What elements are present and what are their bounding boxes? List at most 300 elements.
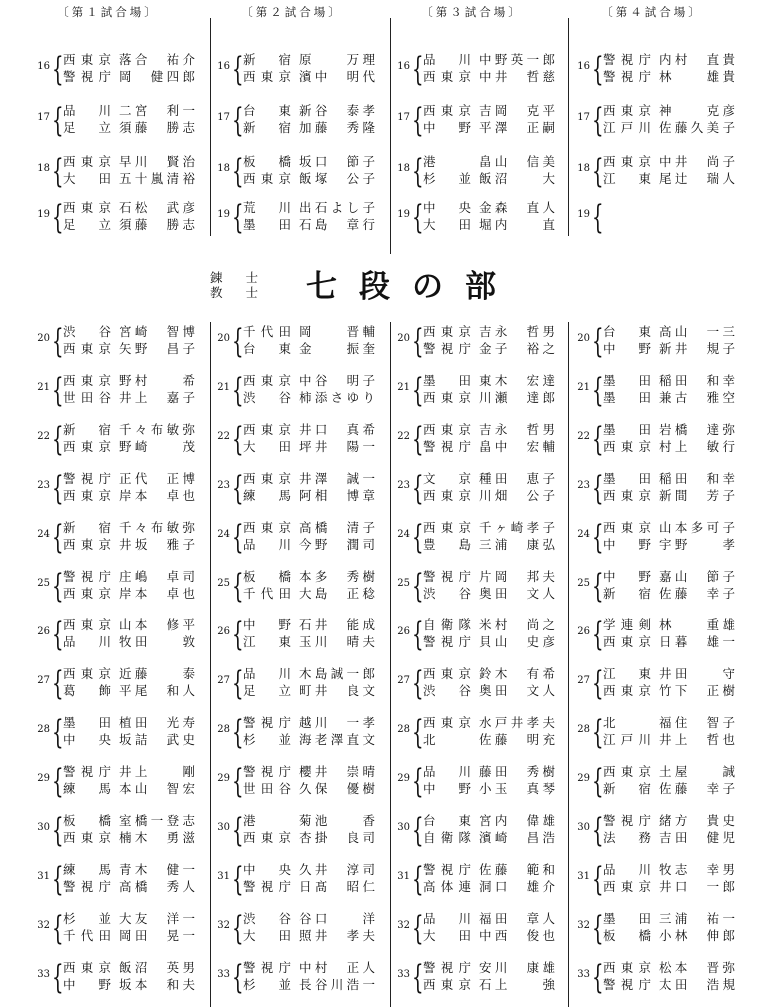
match-number: 31 (217, 871, 230, 882)
player-name: 佐藤 明充 (479, 732, 555, 747)
competitor-b (603, 878, 735, 895)
team-name: 西東京 (63, 617, 111, 632)
player-name: 出石よし子 (299, 200, 375, 215)
pairing-brace-icon: { (232, 566, 244, 605)
player-name: 石島 章行 (299, 217, 375, 232)
team-name: 西東京 (423, 977, 471, 992)
competitor-a (423, 470, 555, 487)
player-name: 岸本 卓也 (119, 586, 195, 601)
team-name: 板 橋 (243, 569, 291, 584)
player-name: 高山 一三 (659, 324, 735, 339)
player-name: 小林 伸郎 (659, 928, 735, 943)
pairing-brace-icon: { (232, 712, 244, 751)
match-number: 24 (577, 529, 590, 540)
player-name: 坂本 和夫 (119, 977, 195, 992)
team-name: 中 野 (423, 120, 471, 135)
team-name: 墨 田 (603, 390, 651, 405)
team-name: 台 東 (423, 813, 471, 828)
competitor-a (63, 910, 195, 927)
team-name: 墨 田 (603, 422, 651, 437)
competitor-b (603, 585, 735, 602)
team-name: 警視庁 (63, 69, 111, 84)
competitor-a (603, 199, 735, 216)
player-name: 井坂 雅子 (119, 537, 195, 552)
player-name: 洞口 雄介 (479, 879, 555, 894)
team-name: 法 務 (603, 830, 651, 845)
match-number: 18 (397, 163, 410, 174)
match-number: 20 (217, 333, 230, 344)
pairing-brace-icon: { (232, 663, 244, 702)
player-name: 井上 嘉子 (119, 390, 195, 405)
competitor-a (423, 421, 555, 438)
competitor-a (243, 763, 375, 780)
player-name: 佐藤 幸子 (659, 781, 735, 796)
team-name: 警視庁 (603, 52, 651, 67)
player-name: 堀内 直 (479, 217, 555, 232)
player-name: 濱崎 昌浩 (479, 830, 555, 845)
team-name: 品 川 (63, 634, 111, 649)
player-name: 井口 真希 (299, 422, 375, 437)
team-name: 新 宿 (63, 520, 111, 535)
team-name: 杉 並 (423, 171, 471, 186)
player-name: 谷口 洋 (299, 911, 375, 926)
team-name: 港 (423, 154, 436, 169)
match-number: 24 (217, 529, 230, 540)
player-name: 種田 恵子 (479, 471, 555, 486)
competitor-a (603, 323, 735, 340)
competitor-a (423, 861, 555, 878)
player-name: 畠中 宏輔 (479, 439, 555, 454)
team-name: 中 野 (603, 537, 651, 552)
team-name: 北 (603, 715, 616, 730)
competitor-a (63, 421, 195, 438)
player-name: 内村 直貴 (659, 52, 735, 67)
competitor-b (423, 927, 555, 944)
match-number: 23 (217, 480, 230, 491)
player-name: 千々布敏弥 (119, 422, 195, 437)
pairing-brace-icon: { (592, 151, 604, 190)
player-name: 岸本 卓也 (119, 488, 195, 503)
team-name: 西東京 (243, 422, 291, 437)
team-name: 西東京 (243, 69, 291, 84)
player-name: 岡 健四郎 (119, 69, 195, 84)
team-name: 大 田 (63, 171, 111, 186)
competitor-a (603, 102, 735, 119)
team-name: 西東京 (603, 764, 651, 779)
player-name: 井口 一郎 (659, 879, 735, 894)
team-name: 西東京 (63, 154, 111, 169)
competitor-a (63, 323, 195, 340)
column-divider (568, 322, 569, 1007)
match-number: 25 (397, 578, 410, 589)
match-number: 23 (397, 480, 410, 491)
player-name: 今野 潤司 (299, 537, 375, 552)
competitor-b (423, 878, 555, 895)
competitor-b (243, 976, 375, 993)
player-name: 水戸井孝夫 (479, 715, 555, 730)
team-name: 足 立 (243, 683, 291, 698)
team-name: 中 央 (423, 200, 471, 215)
rank-char: 士 (245, 285, 258, 300)
player-name: 正代 正博 (119, 471, 195, 486)
match-number: 23 (37, 480, 50, 491)
team-name: 台 東 (243, 341, 291, 356)
team-name: 品 川 (63, 103, 111, 118)
match-number: 28 (397, 724, 410, 735)
team-name: 中 野 (243, 617, 291, 632)
team-name: 中 野 (423, 781, 471, 796)
team-name: 大 田 (243, 439, 291, 454)
match-number: 16 (577, 61, 590, 72)
pairing-brace-icon: { (232, 321, 244, 360)
match-number: 26 (577, 626, 590, 637)
competitor-b (603, 68, 735, 85)
match-number: 21 (577, 382, 590, 393)
pairing-brace-icon: { (232, 859, 244, 898)
team-name: 警視庁 (603, 69, 651, 84)
pairing-brace-icon: { (412, 197, 424, 236)
pairing-brace-icon: { (52, 663, 64, 702)
match-number: 30 (577, 822, 590, 833)
match-number: 32 (577, 920, 590, 931)
pairing-brace-icon: { (592, 468, 604, 507)
competitor-b (63, 976, 195, 993)
pairing-brace-icon: { (412, 859, 424, 898)
match-number: 18 (577, 163, 590, 174)
competitor-a (423, 323, 555, 340)
pairing-brace-icon: { (592, 663, 604, 702)
player-name: 近藤 泰 (119, 666, 195, 681)
team-name: 板 橋 (603, 928, 651, 943)
competitor-b (63, 438, 195, 455)
pairing-brace-icon: { (412, 517, 424, 556)
court-1-header: 〔第１試合場〕 (57, 5, 159, 19)
team-name: 渋 谷 (423, 683, 471, 698)
team-name: 西東京 (243, 520, 291, 535)
match-number: 28 (577, 724, 590, 735)
player-name: 高橋 清子 (299, 520, 375, 535)
team-name: 江 東 (243, 634, 291, 649)
match-number: 30 (217, 822, 230, 833)
player-name: 庄嶋 卓司 (119, 569, 195, 584)
team-name: 西東京 (63, 488, 111, 503)
match-number: 17 (577, 112, 590, 123)
competitor-b (423, 340, 555, 357)
match-number: 20 (397, 333, 410, 344)
player-name: 片岡 邦夫 (479, 569, 555, 584)
match-number: 24 (397, 529, 410, 540)
pairing-brace-icon: { (592, 712, 604, 751)
match-number: 31 (37, 871, 50, 882)
player-name: 杏掛 良司 (299, 830, 375, 845)
competitor-b (423, 585, 555, 602)
team-name: 練 馬 (63, 862, 111, 877)
competitor-b (63, 633, 195, 650)
competitor-b (63, 389, 195, 406)
player-name: 畠山 信美 (479, 154, 555, 169)
competitor-a (423, 714, 555, 731)
pairing-brace-icon: { (52, 517, 64, 556)
player-name: 牧志 幸男 (659, 862, 735, 877)
player-name: 柿添さゆり (299, 390, 375, 405)
competitor-a (603, 714, 735, 731)
team-name: 渋 谷 (243, 911, 291, 926)
player-name: 室橋一登志 (119, 813, 195, 828)
pairing-brace-icon: { (592, 100, 604, 139)
match-number: 29 (37, 773, 50, 784)
team-name: 西東京 (63, 586, 111, 601)
player-name: 岩橋 達弥 (659, 422, 735, 437)
team-name: 西東京 (423, 422, 471, 437)
team-name: 警視庁 (63, 569, 111, 584)
competitor-a (243, 323, 375, 340)
player-name: 木島誠一郎 (299, 666, 375, 681)
competitor-b (243, 68, 375, 85)
competitor-a (603, 51, 735, 68)
team-name: 板 橋 (243, 154, 291, 169)
team-name: 品 川 (603, 862, 651, 877)
team-name: 西東京 (423, 715, 471, 730)
player-name: 金森 直人 (479, 200, 555, 215)
player-name: 松本 晋弥 (659, 960, 735, 975)
team-name: 警視庁 (63, 879, 111, 894)
player-name: 須藤 勝志 (119, 217, 195, 232)
team-name: 新 宿 (603, 781, 651, 796)
pairing-brace-icon: { (412, 468, 424, 507)
match-number: 17 (397, 112, 410, 123)
match-number: 16 (37, 61, 50, 72)
competitor-b (423, 216, 555, 233)
team-name: 大 田 (423, 928, 471, 943)
match-number: 33 (577, 969, 590, 980)
competitor-a (243, 153, 375, 170)
team-name: 西東京 (63, 52, 111, 67)
team-name: 江 東 (603, 171, 651, 186)
player-name: 石松 武彦 (119, 200, 195, 215)
player-name: 千々布敏弥 (119, 520, 195, 535)
competitor-b (63, 878, 195, 895)
player-name: 岡 晋輔 (299, 324, 375, 339)
team-name: 豊 島 (423, 537, 471, 552)
team-name: 新 宿 (243, 52, 291, 67)
team-name: 西東京 (603, 488, 651, 503)
pairing-brace-icon: { (52, 100, 64, 139)
pairing-brace-icon: { (52, 370, 64, 409)
team-name: 西東京 (423, 69, 471, 84)
competitor-b (243, 487, 375, 504)
team-name: 渋 谷 (243, 390, 291, 405)
team-name: 西東京 (63, 830, 111, 845)
pairing-brace-icon: { (592, 321, 604, 360)
competitor-b (63, 536, 195, 553)
match-number: 28 (217, 724, 230, 735)
match-number: 30 (397, 822, 410, 833)
competitor-b (243, 682, 375, 699)
player-name: 三浦 祐一 (659, 911, 735, 926)
competitor-b (603, 119, 735, 136)
competitor-b (603, 976, 735, 993)
team-name: 西東京 (423, 520, 471, 535)
pairing-brace-icon: { (592, 957, 604, 996)
competitor-a (243, 470, 375, 487)
team-name: 警視庁 (423, 341, 471, 356)
competitor-b (243, 340, 375, 357)
team-name: 江戸川 (603, 120, 651, 135)
competitor-a (603, 665, 735, 682)
team-name: 警視庁 (423, 634, 471, 649)
competitor-b (423, 170, 555, 187)
team-name: 警視庁 (423, 439, 471, 454)
player-name: 鈴木 有希 (479, 666, 555, 681)
player-name: 石上 強 (479, 977, 555, 992)
player-name: 井上 剛 (119, 764, 195, 779)
competitor-b (63, 487, 195, 504)
team-name: 学連剣 (603, 617, 651, 632)
team-name: 中 野 (603, 569, 651, 584)
match-number: 27 (577, 675, 590, 686)
team-name: 警視庁 (603, 813, 651, 828)
team-name: 西東京 (243, 171, 291, 186)
player-name: 平尾 和人 (119, 683, 195, 698)
rank-label (210, 270, 258, 300)
competitor-b (603, 731, 735, 748)
pairing-brace-icon: { (412, 49, 424, 88)
team-name: 足 立 (63, 120, 111, 135)
pairing-brace-icon: { (592, 517, 604, 556)
pairing-brace-icon: { (52, 151, 64, 190)
pairing-brace-icon: { (592, 197, 604, 236)
player-name: 日髙 昭仁 (299, 879, 375, 894)
competitor-a (423, 959, 555, 976)
rank-char: 士 (245, 270, 258, 285)
team-name: 警視庁 (243, 715, 291, 730)
team-name: 西東京 (63, 341, 111, 356)
player-name: 久保 優樹 (299, 781, 375, 796)
pairing-brace-icon: { (412, 761, 424, 800)
player-name: 福住 智子 (659, 715, 735, 730)
pairing-brace-icon: { (232, 517, 244, 556)
team-name: 北 (423, 732, 436, 747)
team-name: 西東京 (63, 960, 111, 975)
match-number: 24 (37, 529, 50, 540)
player-name: 吉永 哲男 (479, 422, 555, 437)
match-number: 20 (37, 333, 50, 344)
team-name: 文 京 (423, 471, 471, 486)
match-number: 27 (397, 675, 410, 686)
match-number: 17 (37, 112, 50, 123)
player-name: 落合 祐介 (119, 52, 195, 67)
match-number: 32 (37, 920, 50, 931)
player-name: 五十嵐清裕 (119, 171, 195, 186)
competitor-a (423, 153, 555, 170)
competitor-a (423, 665, 555, 682)
player-name: 山本多可子 (659, 520, 735, 535)
team-name: 西東京 (423, 324, 471, 339)
pairing-brace-icon: { (592, 761, 604, 800)
team-name: 自衛隊 (423, 830, 471, 845)
competitor-a (423, 372, 555, 389)
team-name: 世田谷 (243, 781, 291, 796)
competitor-a (243, 421, 375, 438)
match-number: 25 (217, 578, 230, 589)
competitor-b (243, 216, 375, 233)
team-name: 高体連 (423, 879, 471, 894)
competitor-a (423, 102, 555, 119)
player-name: 大友 洋一 (119, 911, 195, 926)
match-number: 18 (37, 163, 50, 174)
pairing-brace-icon: { (412, 712, 424, 751)
court-2-header: 〔第２試合場〕 (241, 5, 343, 19)
pairing-brace-icon: { (592, 859, 604, 898)
player-name: 井田 守 (659, 666, 735, 681)
pairing-brace-icon: { (592, 49, 604, 88)
player-name: 村上 敏行 (659, 439, 735, 454)
competitor-b (423, 68, 555, 85)
competitor-a (603, 372, 735, 389)
competitor-b (243, 878, 375, 895)
competitor-a (243, 519, 375, 536)
team-name: 世田谷 (63, 390, 111, 405)
player-name: 須藤 勝志 (119, 120, 195, 135)
pairing-brace-icon: { (232, 468, 244, 507)
competitor-a (243, 959, 375, 976)
match-number: 29 (217, 773, 230, 784)
pairing-brace-icon: { (232, 614, 244, 653)
player-name: 福田 章人 (479, 911, 555, 926)
team-name: 西東京 (603, 103, 651, 118)
competitor-b (63, 119, 195, 136)
competitor-a (423, 616, 555, 633)
player-name: 中谷 明子 (299, 373, 375, 388)
player-name: 川瀬 達郎 (479, 390, 555, 405)
team-name: 新 宿 (603, 586, 651, 601)
competitor-a (63, 763, 195, 780)
team-name: 西東京 (423, 103, 471, 118)
team-name: 警視庁 (243, 764, 291, 779)
pairing-brace-icon: { (52, 712, 64, 751)
competitor-a (63, 153, 195, 170)
player-name: 高橋 秀人 (119, 879, 195, 894)
competitor-b (603, 927, 735, 944)
competitor-b (603, 780, 735, 797)
player-name: 宮内 偉雄 (479, 813, 555, 828)
player-name: 加藤 秀隆 (299, 120, 375, 135)
team-name: 江 東 (603, 666, 651, 681)
player-name: 神 克彦 (659, 103, 735, 118)
match-number: 27 (217, 675, 230, 686)
player-name: 早川 賢治 (119, 154, 195, 169)
competitor-a (63, 714, 195, 731)
player-name: 櫻井 崇晴 (299, 764, 375, 779)
player-name: 千ヶ崎孝子 (479, 520, 555, 535)
player-name: 金 振奎 (299, 341, 375, 356)
player-name: 越川 一孝 (299, 715, 375, 730)
competitor-a (603, 421, 735, 438)
player-name: 林 重雄 (659, 617, 735, 632)
player-name: 山本 修平 (119, 617, 195, 632)
court-3-header: 〔第３試合場〕 (421, 5, 523, 19)
player-name: 中野英一郎 (479, 52, 555, 67)
player-name: 尾辻 瑞人 (659, 171, 735, 186)
player-name: 大島 正稔 (299, 586, 375, 601)
competitor-a (603, 812, 735, 829)
team-name: 西東京 (243, 373, 291, 388)
player-name: 坂口 節子 (299, 154, 375, 169)
match-number: 16 (397, 61, 410, 72)
team-name: 墨 田 (423, 373, 471, 388)
match-number: 22 (577, 431, 590, 442)
competitor-a (423, 763, 555, 780)
